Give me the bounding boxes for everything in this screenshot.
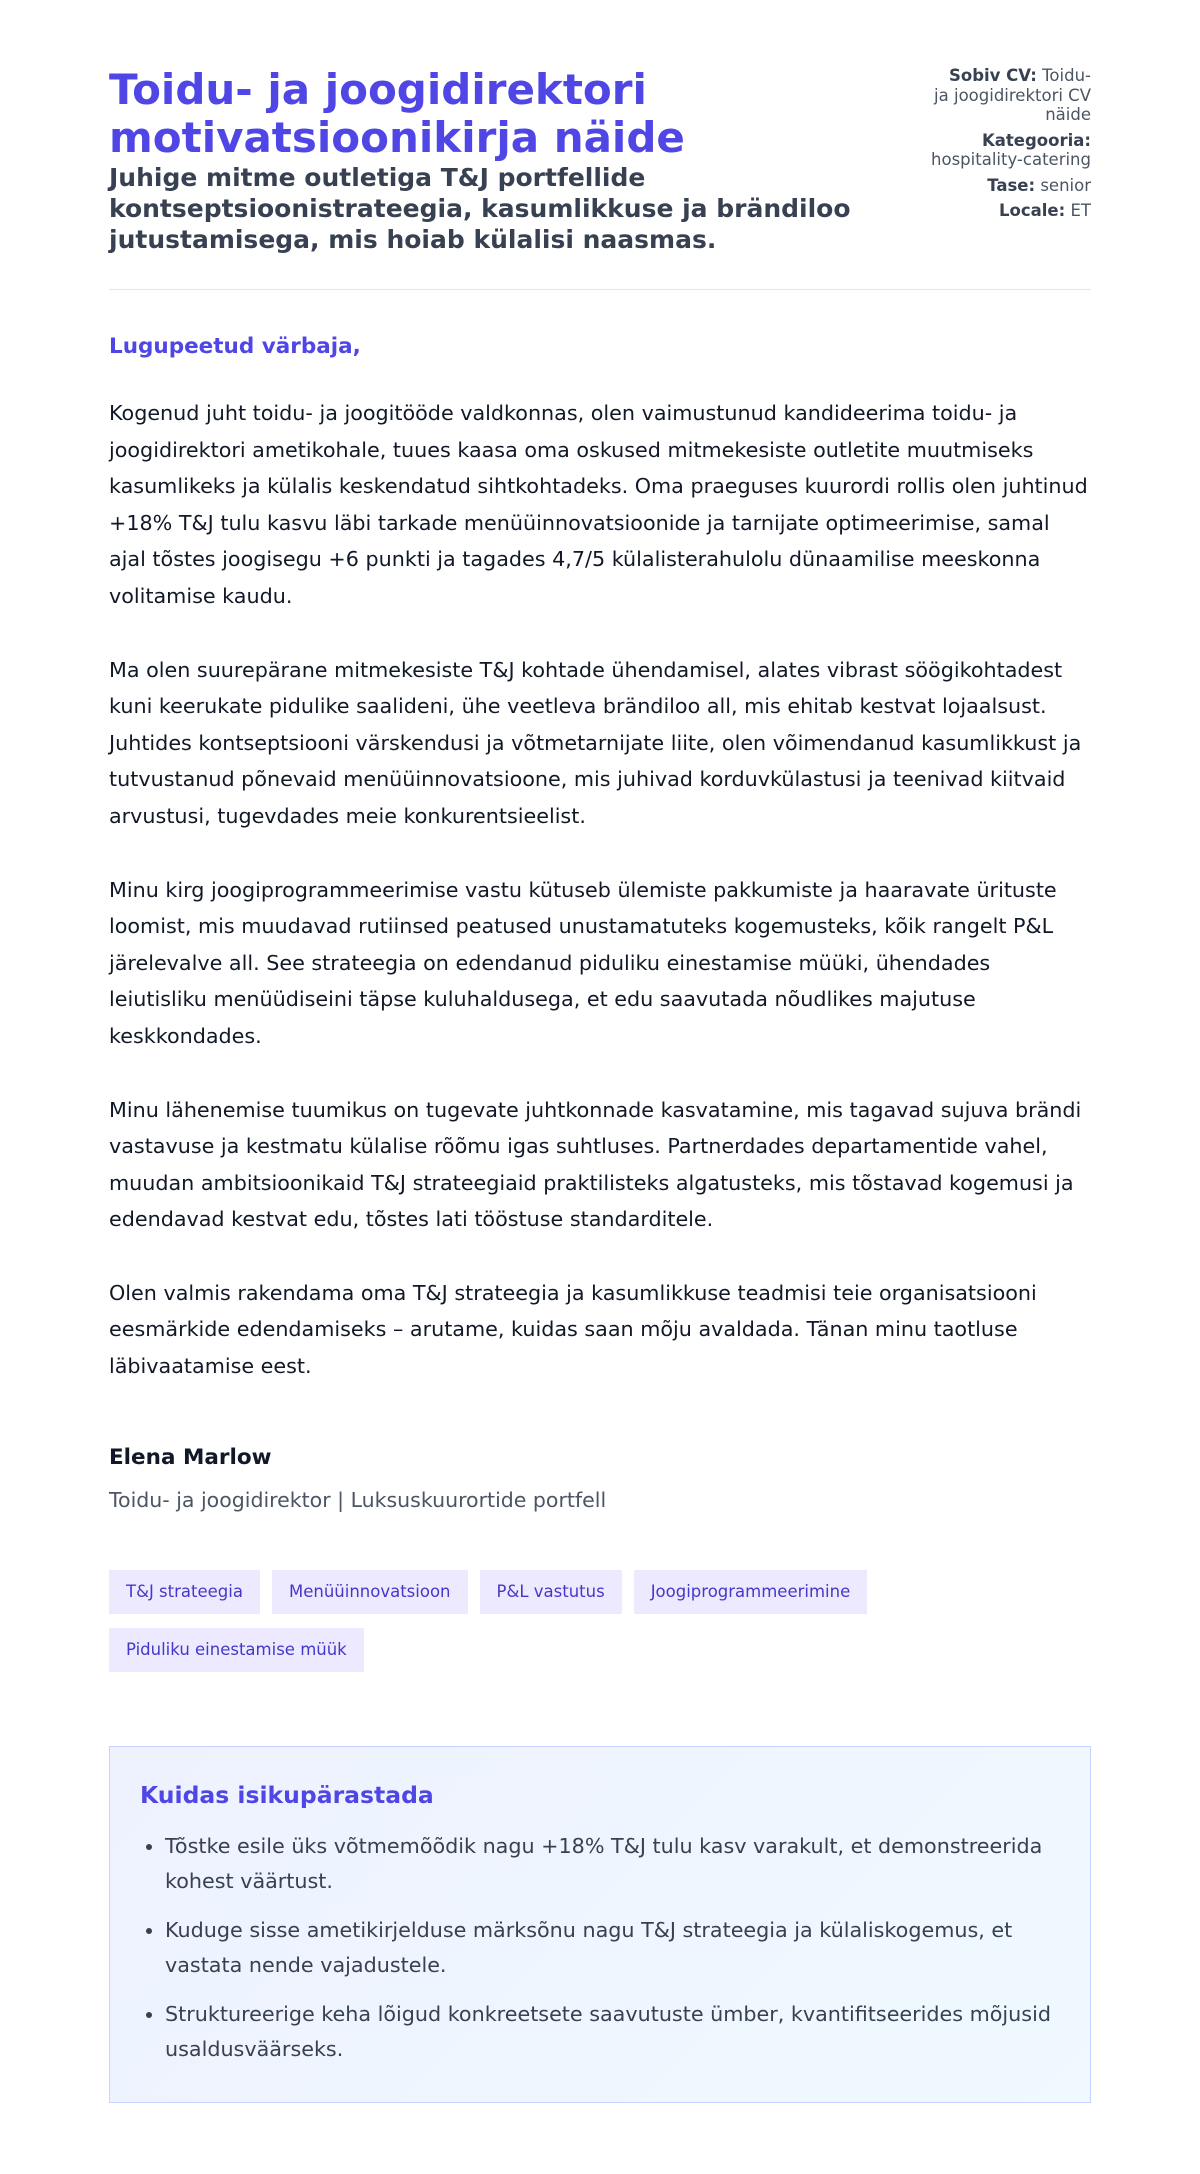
- letter-paragraph-4: Minu lähenemise tuumikus on tugevate juhtkonnade kasvatamine, mis tagavad sujuva brändi vastavuse ja kestmatu külalise rõõmu igas suhtluses. Partnerdades departamentide vahel, muudan ambitsioonikaid T&J strateegiaid praktilisteks algatusteks, mis tõstavad kogemusi ja edendavad kestvat edu, tõstes lati tööstuse standarditele.: [109, 1097, 1082, 1232]
- keyword-tag: Piduliku einestamise müük: [109, 1628, 364, 1672]
- letter-paragraph-5: Olen valmis rakendama oma T&J strateegia ja kasumlikkuse teadmisi teie organisatsiooni eesmärkide edendamiseks – arutame, kuidas saan mõju avaldada. Tänan minu taotluse läbivaatamise eest.: [109, 1280, 1037, 1379]
- tip-item: • Kuduge sisse ametikirjelduse märksõnu nagu T&J strateegia ja külaliskogemus, et vastata nende vajadustele.: [165, 1913, 1060, 1984]
- meta-category: [931, 131, 1091, 170]
- signature-role: Toidu- ja joogidirektor | Luksuskuurortide portfell: [109, 1487, 607, 1512]
- keyword-tag: Menüüinnovatsioon: [272, 1570, 468, 1614]
- tip-item: • Struktureerige keha lõigud konkreetsete saavutuste ümber, kvantifitseerides mõjusid usaldusväärseks.: [165, 1997, 1060, 2068]
- meta-locale-label: Locale:: [999, 201, 1066, 220]
- tips-list: [140, 1829, 1060, 2068]
- page-header: [109, 66, 1091, 290]
- keyword-tags: [109, 1570, 1089, 1672]
- letter-paragraph-3: Minu kirg joogiprogrammeerimise vastu kütuseb ülemiste pakkumiste ja haaravate ürituste loomist, mis muudavad rutiinsed peatused unustamatuteks kogemusteks, kõik rangelt P&L järelevalve all. See strateegia on edendanud piduliku einestamise müüki, ühendades leiutisliku menüüdiseini täpse kuluhaldusega, et edu saavutada nõudlikes majutuse keskkondades.: [109, 877, 1057, 1048]
- meta-matching-cv-value: Toidu- ja joogidirektori CV näide: [934, 66, 1091, 124]
- tips-title: Kuidas isikupärastada: [140, 1780, 434, 1809]
- meta-matching-cv: [931, 66, 1091, 125]
- signature-block: [109, 1445, 1091, 1512]
- meta-level: [931, 176, 1091, 196]
- letter-paragraph-1: Kogenud juht toidu- ja joogitööde valdkonnas, olen vaimustunud kandideerima toidu- ja joogidirektori ametikohale, tuues kaasa oma oskused mitmekesiste outletite muutmiseks kasumlikeks ja külalis keskendatud sihtkohtadeks. Oma praeguses kuurordi rollis olen juhtinud +18% T&J tulu kasvu läbi tarkade menüüinnovatsioonide ja tarnijate optimeerimise, samal ajal tõstes joogisegu +6 punkti ja tagades 4,7/5 külalisterahulolu dünaamilise meeskonna volitamise kaudu.: [109, 401, 1088, 608]
- meta-category-label: Kategooria:: [981, 130, 1091, 150]
- page-subtitle: Juhige mitme outletiga T&J portfellide kontseptsioonistrateegia, kasumlikkuse ja brändiloo jutustamisega, mis hoiab külalisi naasmas.: [109, 163, 851, 254]
- meta-locale-value: ET: [1070, 201, 1091, 220]
- meta-panel: [931, 66, 1091, 227]
- meta-level-label: Tase:: [987, 175, 1036, 195]
- letter-greeting: Lugupeetud värbaja,: [109, 334, 361, 359]
- letter-body: [109, 290, 1091, 2103]
- keyword-tag: T&J strateegia: [109, 1570, 260, 1614]
- tip-item: • Tõstke esile üks võtmemõõdik nagu +18% T&J tulu kasv varakult, et demonstreerida kohest väärtust.: [165, 1829, 1060, 1900]
- meta-category-value: hospitality-catering: [931, 150, 1091, 169]
- meta-locale: [931, 201, 1091, 221]
- personalization-tips-box: [109, 1746, 1091, 2103]
- page-title: Toidu- ja joogidirektori motivatsioonikirja näide: [109, 65, 685, 162]
- meta-level-value: senior: [1040, 175, 1091, 195]
- letter-paragraph-2: Ma olen suurepärane mitmekesiste T&J kohtade ühendamisel, alates vibrast söögikohtadest kuni keerukate pidulike saalideni, ühe veetleva brändiloo all, mis ehitab kestvat lojaalsust. Juhtides kontseptsiooni värskendusi ja võtmetarnijate liite, olen võimendanud kasumlikkust ja tutvustanud põnevaid menüüinnovatsioone, mis juhivad korduvkülastusi ja teenivad kiitvaid arvustusi, tugevdades meie konkurentsieelist.: [109, 657, 1082, 828]
- header-titles: [109, 66, 909, 255]
- signature-name: Elena Marlow: [109, 1444, 272, 1470]
- meta-matching-cv-label: Sobiv CV:: [948, 66, 1037, 85]
- keyword-tag: Joogiprogrammeerimine: [634, 1570, 868, 1614]
- keyword-tag: P&L vastutus: [480, 1570, 622, 1614]
